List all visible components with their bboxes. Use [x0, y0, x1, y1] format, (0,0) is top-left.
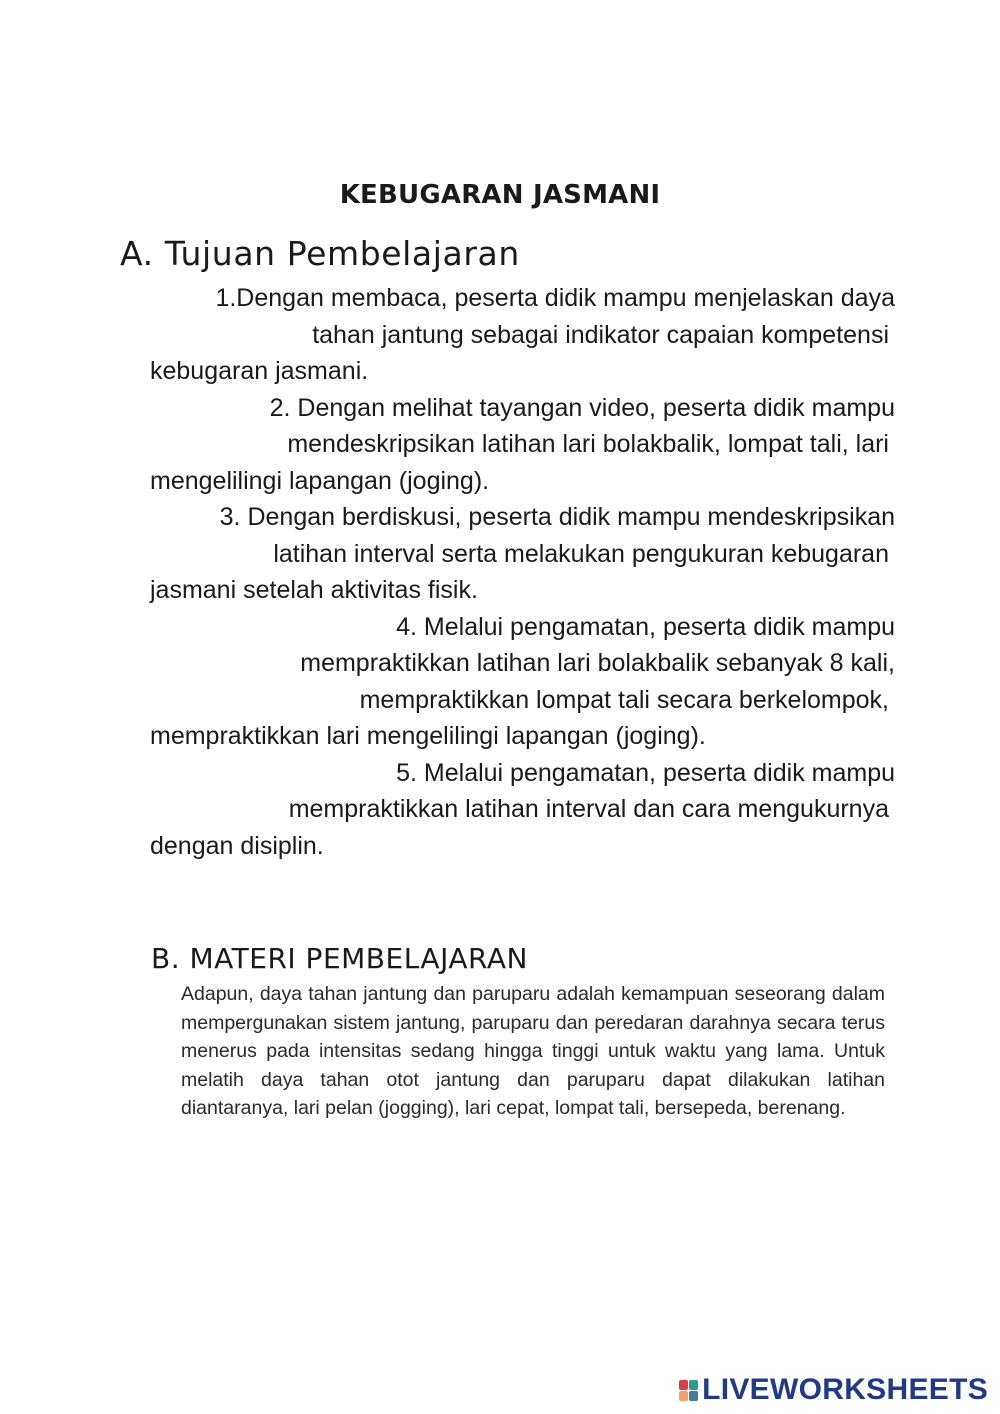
objective-line: 4. Melalui pengamatan, peserta didik mampu: [396, 612, 895, 641]
objective-line: 2. Dengan melihat tayangan video, peserta didik mampu: [269, 393, 895, 422]
objectives-list: [150, 280, 895, 864]
objective-line: jasmani setelah aktivitas fisik.: [150, 576, 478, 604]
materi-paragraph: Adapun, daya tahan jantung dan paruparu adalah kemampuan seseorang dalam mempergunakan sistem jantung, paruparu dan peredaran darahnya secara terus menerus pada intensitas sedang hingga tinggi untuk waktu yang lama. Untuk melatih daya tahan otot jantung dan paruparu dapat dilakukan latihan diantaranya, lari pelan (jogging), lari cepat, lompat tali, bersepeda, berenang.: [181, 983, 885, 1120]
liveworksheets-logo: [679, 1373, 988, 1407]
objective-line: mempraktikkan lompat tali secara berkelompok,: [359, 685, 889, 714]
objective-line: mendeskripsikan latihan lari bolakbalik, lompat tali, lari: [287, 430, 889, 458]
page-title: KEBUGARAN JASMANI: [339, 180, 661, 210]
objective-line: mengelilingi lapangan (joging).: [150, 466, 490, 495]
section-b-heading: B. MATERI PEMBELAJARAN: [151, 942, 528, 975]
objective-line: 1.Dengan membaca, peserta didik mampu menjelaskan daya: [215, 284, 895, 312]
objective-line: mempraktikkan latihan interval dan cara mengukurnya: [288, 795, 889, 823]
objective-line: dengan disiplin.: [150, 831, 324, 860]
objective-line: latihan interval serta melakukan pengukuran kebugaran: [273, 539, 889, 568]
objective-line: 5. Melalui pengamatan, peserta didik mampu: [396, 758, 895, 787]
objective-line: 3. Dengan berdiskusi, peserta didik mampu mendeskripsikan: [219, 503, 895, 531]
objective-line: tahan jantung sebagai indikator capaian kompetensi: [312, 320, 889, 349]
section-a-heading: A. Tujuan Pembelajaran: [120, 234, 520, 273]
objective-line: kebugaran jasmani.: [150, 357, 369, 385]
logo-text: LIVEWORKSHEETS: [702, 1373, 988, 1406]
logo-mark-icon: [679, 1380, 698, 1401]
objective-line: mempraktikkan latihan lari bolakbalik sebanyak 8 kali,: [300, 649, 895, 677]
objective-line: mempraktikkan lari mengelilingi lapangan (joging).: [150, 722, 706, 750]
